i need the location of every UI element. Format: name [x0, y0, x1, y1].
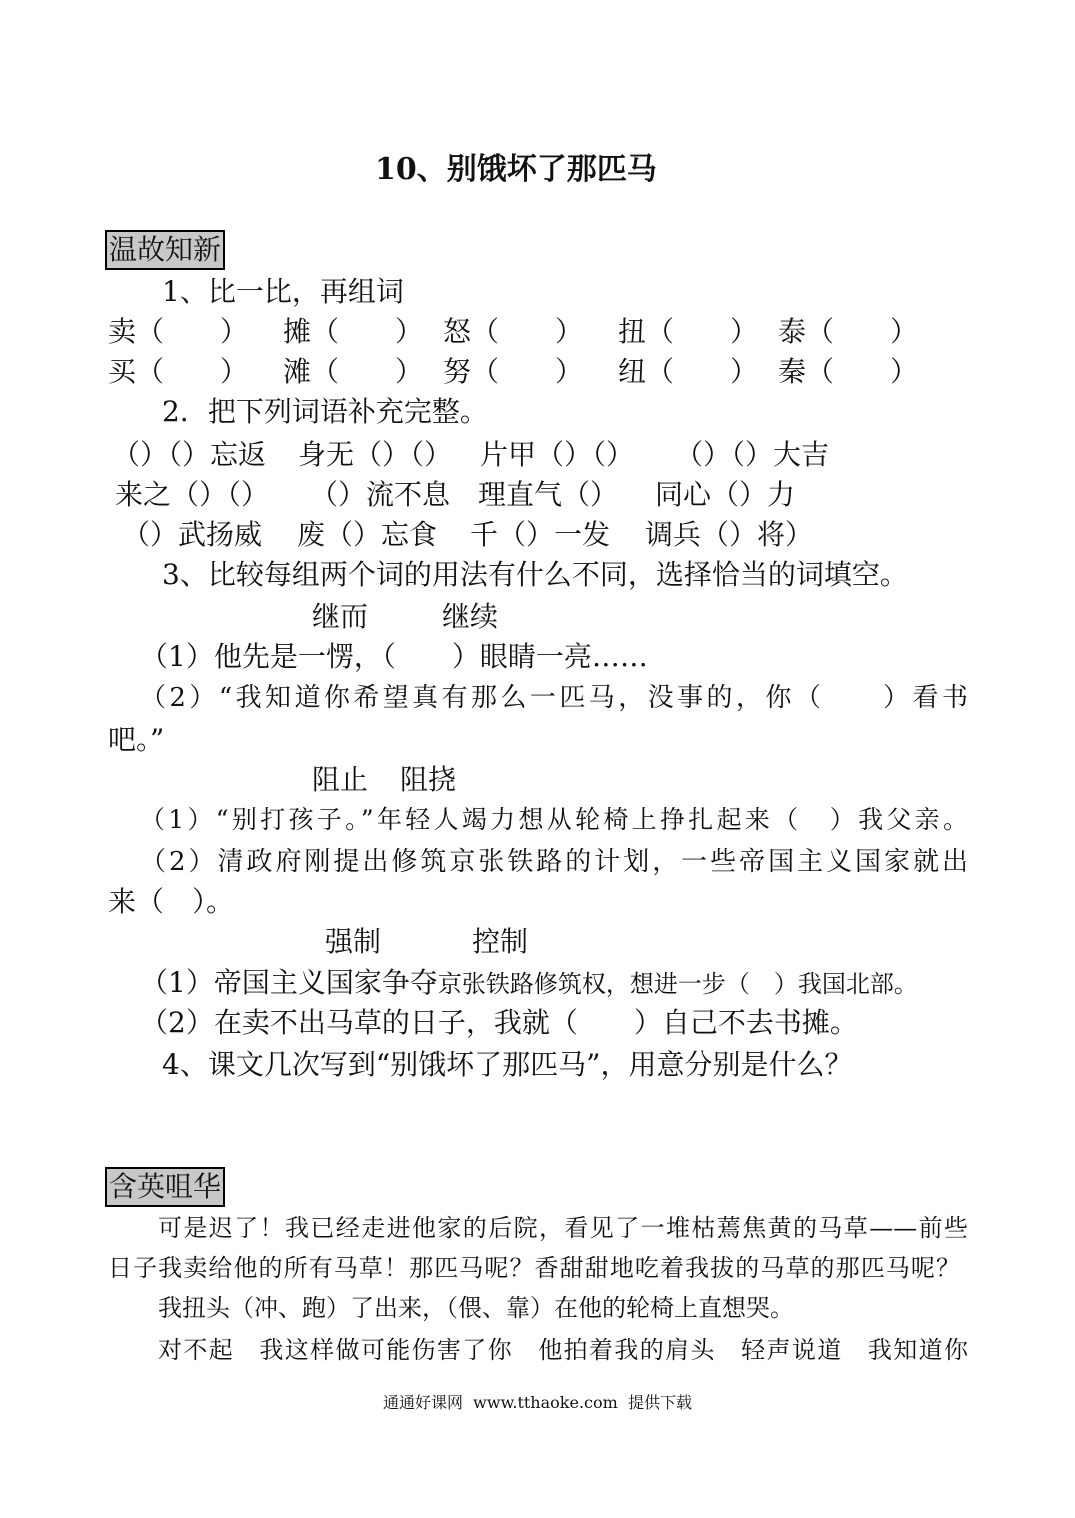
reading-passage-line: 日子我卖给他的所有马草！那匹马呢？香甜甜地吃着我拔的马草的那匹马呢？ — [108, 1254, 960, 1282]
reading-passage-line: 可是迟了！我已经走进他家的后院，看见了一堆枯蔫焦黄的马草——前些 — [158, 1214, 968, 1242]
q3-sentence-part-small: 京张铁路修筑权，想进一步（ ）我国北部。 — [437, 970, 918, 998]
q3-prompt: 3、比较每组两个词的用法有什么不同，选择恰当的词填空。 — [162, 558, 908, 591]
q1-row1-item: 扭（ ） — [618, 315, 759, 348]
q1-row2-item: 秦（ ） — [778, 355, 919, 388]
q2-idiom: 身无（）（） — [298, 438, 453, 471]
q1-row2-item: 努（ ） — [443, 355, 584, 388]
q3-sentence: （2）“我知道你希望真有那么一匹马，没事的，你（ ）看书 — [140, 683, 968, 713]
q3-word-option: 控制 — [472, 925, 529, 958]
q2-idiom: 废（）忘食 — [297, 518, 438, 551]
q1-row1-item: 怒（ ） — [443, 315, 584, 348]
q2-idiom: （）（）忘返 — [112, 438, 267, 471]
q3-word-option: 继续 — [442, 600, 499, 633]
q3-word-option: 强制 — [325, 925, 382, 958]
reading-passage-line: 对不起 我这样做可能伤害了你 他拍着我的肩头 轻声说道 我知道你 — [158, 1336, 968, 1364]
q1-prompt: 1、比一比，再组词 — [162, 275, 404, 308]
q3-word-option: 阻挠 — [400, 763, 457, 796]
q2-idiom: （）武扬威 — [122, 518, 263, 551]
page-footer: 通通好课网 www.tthaoke.com 提供下载 — [383, 1393, 692, 1412]
section-label-review: 温故知新 — [105, 230, 225, 270]
q3-sentence — [140, 963, 918, 1003]
q2-idiom: 片甲（）（） — [480, 438, 635, 471]
q2-idiom: 理直气（） — [478, 478, 619, 511]
q2-idiom: 千（）一发 — [470, 518, 611, 551]
q2-prompt: 2．把下列词语补充完整。 — [162, 395, 488, 428]
q2-idiom: （）流不息 — [310, 478, 451, 511]
q1-row2-item: 买（ ） — [108, 355, 249, 388]
q2-idiom: 同心（）力 — [655, 478, 796, 511]
q2-idiom: 来之（）（） — [115, 478, 270, 511]
reading-passage-line: 我扭头（冲、跑）了出来，（偎、靠）在他的轮椅上直想哭。 — [158, 1294, 794, 1322]
q3-sentence: （2）在卖不出马草的日子，我就（ ）自己不去书摊。 — [140, 1006, 858, 1039]
q2-idiom: 调兵（）将） — [645, 518, 814, 551]
q3-sentence-continued: 来（ ）。 — [108, 885, 235, 918]
q3-word-option: 阻止 — [312, 763, 369, 796]
q3-sentence: （1）他先是一愣，（ ）眼睛一亮…… — [140, 640, 648, 673]
section-label-reading: 含英咀华 — [105, 1167, 225, 1207]
q3-sentence-part: （1）帝国主义国家争夺 — [140, 966, 438, 999]
q4-prompt: 4、课文几次写到“别饿坏了那匹马”，用意分别是什么？ — [162, 1048, 853, 1081]
q1-row2-item: 纽（ ） — [618, 355, 759, 388]
q2-idiom: （）（）大吉 — [675, 438, 830, 471]
q3-sentence: （1）“别打孩子。”年轻人竭力想从轮椅上挣扎起来（ ）我父亲。 — [140, 805, 968, 834]
page-title: 10、别饿坏了那匹马 — [375, 152, 657, 187]
q3-sentence: （2）清政府刚提出修筑京张铁路的计划，一些帝国主义国家就出 — [140, 847, 968, 877]
q1-row1-item: 卖（ ） — [108, 315, 249, 348]
q1-row2-item: 滩（ ） — [283, 355, 424, 388]
q1-row1-item: 摊（ ） — [283, 315, 424, 348]
q1-row1-item: 泰（ ） — [778, 315, 919, 348]
q3-word-option: 继而 — [312, 600, 369, 633]
q3-sentence-continued: 吧。” — [108, 723, 165, 756]
